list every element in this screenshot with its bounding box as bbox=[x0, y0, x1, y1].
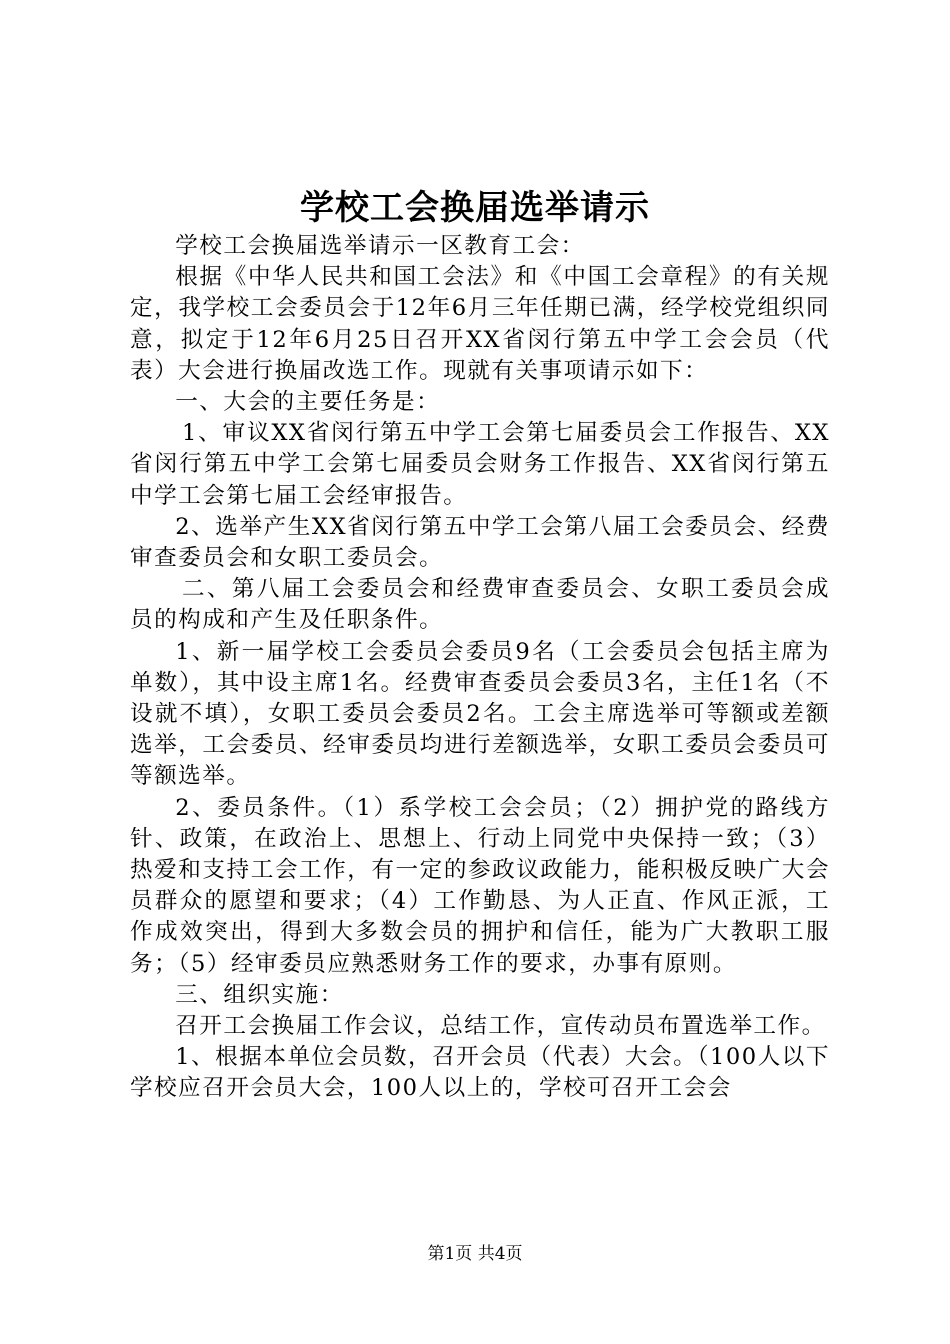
document-body bbox=[130, 231, 830, 1105]
page-footer: 第1页 共4页 bbox=[427, 1244, 523, 1264]
paragraph-section-heading-1: 一、大会的主要任务是： bbox=[175, 389, 441, 416]
paragraph-item-composition: 1、新一届学校工会委员会委员9名（工会委员会包括主席为单数），其中设主席1名。经费审查委员会委员3名，主任1名（不设就不填），女职工委员会委员2名。工会主席选举可等额或差额选举，工会委员、经审委员均进行差额选举，女职工委员会委员可等额选举。 bbox=[130, 638, 830, 790]
paragraph-item-assembly: 1、根据本单位会员数，召开会员（代表）大会。（100人以下学校应召开会员大会，100人以上的，学校可召开工会会 bbox=[130, 1044, 830, 1102]
paragraph-section-heading-2: 二、第八届工会委员会和经费审查委员会、女职工委员会成员的构成和产生及任职条件。 bbox=[130, 576, 830, 634]
document-title: 学校工会换届选举请示 bbox=[300, 188, 650, 228]
paragraph-intro: 根据《中华人民共和国工会法》和《中国工会章程》的有关规定，我学校工会委员会于12年6月三年任期已满，经学校党组织同意，拟定于12年6月25日召开XX省闵行第五中学工会会员（代表）大会进行换届改选工作。现就有关事项请示如下： bbox=[130, 264, 830, 384]
paragraph-section-heading-3: 三、组织实施： bbox=[175, 981, 344, 1008]
paragraph-salutation: 学校工会换届选举请示一区教育工会： bbox=[175, 233, 585, 259]
paragraph-item-election: 2、选举产生XX省闵行第五中学工会第八届工会委员会、经费审查委员会和女职工委员会。 bbox=[130, 513, 830, 572]
paragraph-item-qualifications: 2、委员条件。（1）系学校工会会员；（2）拥护党的路线方针、政策，在政治上、思想上、行动上同党中央保持一致；（3）热爱和支持工会工作，有一定的参政议政能力，能积极反映广大会员群众的愿望和要求；（4）工作勤恳、为人正直、作风正派，工作成效突出，得到大多数会员的拥护和信任，能为广大教职工服务；（5）经审委员应熟悉财务工作的要求，办事有原则。 bbox=[130, 794, 830, 977]
paragraph-item-review-reports: 1、审议XX省闵行第五中学工会第七届委员会工作报告、XX省闵行第五中学工会第七届委员会财务工作报告、XX省闵行第五中学工会第七届工会经审报告。 bbox=[130, 420, 830, 509]
paragraph-meeting: 召开工会换届工作会议，总结工作，宣传动员布置选举工作。 bbox=[175, 1013, 826, 1040]
